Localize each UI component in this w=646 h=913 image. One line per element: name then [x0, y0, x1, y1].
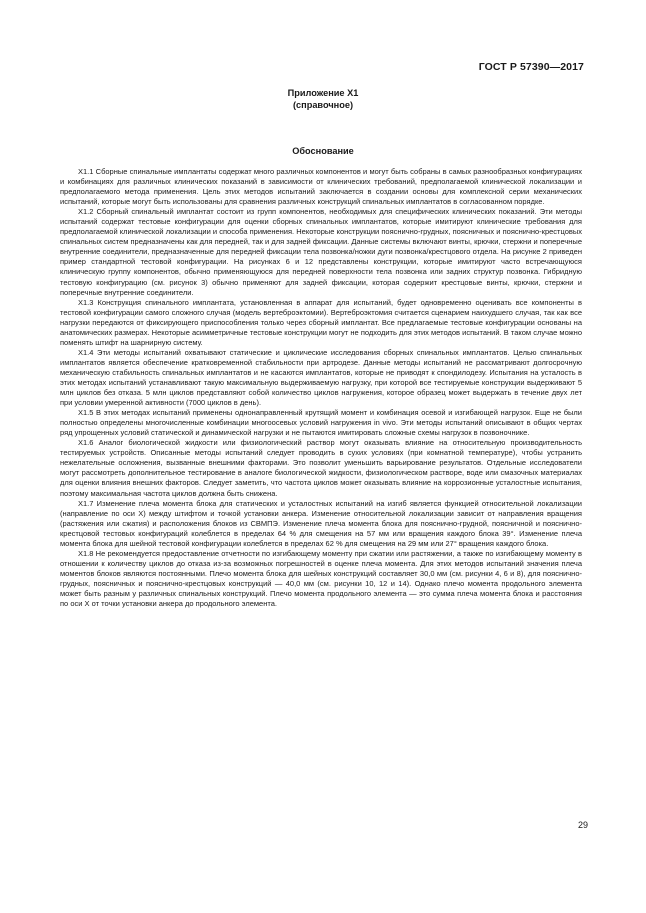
- paragraph-x1-5: Х1.5 В этих методах испытаний применены однонаправленный крутящий момент и комбинация осевой и изгибающей нагрузок. Еще не были полностью определены многочисленные комбинации многоосевых условий нагружения in vivo. Эти методы испытаний описывают в общих чертах ряд упрощенных условий статической и динамической нагрузки и не пытаются имитировать сложные схемы нагрузок в позвоночнике.: [60, 408, 582, 438]
- paragraph-x1-3: Х1.3 Конструкция спинального имплантата, установленная в аппарат для испытаний, будет одновременно оценивать все компоненты в тестовой конфигурации самого сложного случая (модель вертеброэктомии). Вертеброэктомия считается сценарием наихудшего случая, так как все нагрузки передаются от фиксирующего приспособления только через сборный имплантат. Все предлагаемые тестовые конфигурации основаны на анатомических размерах. Некоторые асимметричные тестовые конструкции могут не подходить для этих методов испытаний. В таком случае можно поменять штифт на шарнирную систему.: [60, 297, 582, 347]
- paragraph-x1-4: Х1.4 Эти методы испытаний охватывают статические и циклические исследования сборных спинальных имплантатов. Целью спинальных имплантатов является обеспечение кратковременной стабильности при артродезе. Данные методы испытаний не рассматривают долгосрочную механическую стабильность спинальных имплантатов и не касаются имплантатов, которые не приводят к спондилодезу. Испытания на усталость в этих методах испытаний устанавливают такую максимальную выдерживаемую нагрузку, при которой все тестируемые конструкции выдерживают 5 млн циклов без отказа. 5 млн циклов представляют собой количество циклов нагружения, которое образец может выдержать в течение двух лет при условии умеренной активности (7000 циклов в день).: [60, 347, 582, 408]
- paragraph-x1-7: Х1.7 Изменение плеча момента блока для статических и усталостных испытаний на изгиб является функцией относительной локализации (направление по оси X) между штифтом и точкой установки анкера. Изменение относительной локализации зависит от направления вращения (растяжения или сжатия) и расположения блоков из СВМПЭ. Изменение плеча момента блока для пояснично-грудной, поясничной и пояснично-крестцовой тестовых конфигураций колеблется в пределах 64 % для смещения на 57 мм или вращения каждого блока 39°. Изменение плеча момента блока для шейной тестовой конфигурации колеблется в пределах 62 % для смещения на 29 мм или 27° вращения каждого блока.: [60, 498, 582, 548]
- appendix-title: Приложение Х1: [287, 88, 359, 98]
- standard-designation: ГОСТ Р 57390—2017: [478, 61, 584, 73]
- document-body: [60, 167, 582, 609]
- paragraph-x1-1: Х1.1 Сборные спинальные имплантаты содержат много различных компонентов и могут быть собраны в самых разнообразных конфигурациях и комбинациях для различных клинических показаний в зависимости от клинических требований, предполагаемой клинической локализации и предполагаемого метода применения. Цель этих методов испытаний заключается в создании основы для комплексной серии механических испытаний, которые могут быть использованы для сравнения различных конструкций спинальных имплантатов в согласованном порядке.: [60, 167, 582, 207]
- paragraph-x1-8: Х1.8 Не рекомендуется предоставление отчетности по изгибающему моменту при сжатии или растяжении, а также по изгибающему моменту в отношении к количеству циклов до отказа из-за возможных погрешностей в оценке плеча момента. Для этих методов испытаний значения плеча моментов блоков являются постоянными. Плечо момента блока для шейных конструкций составляет 30,0 мм (см. рисунки 4, 6 и 8), для пояснично-грудных, поясничных и пояснично-крестцовых конструкций — 40,0 мм (см. рисунки 10, 12 и 14). Однако плечо момента продольного элемента может быть разным у различных спинальных конструкций. Плечо момента продольного элемента — это сумма плеча момента блока и расстояния по оси X от точки установки анкера до продольного элемента.: [60, 548, 582, 609]
- paragraph-x1-6: Х1.6 Аналог биологической жидкости или физиологический раствор могут оказывать влияние на относительную производительность тестируемых устройств. Описанные методы испытаний следует проводить в сухих условиях (при комнатной температуре), чтобы устранить нежелательные осложнения, вызванные внешними факторами. Это позволит уменьшить варьирование результатов. Отдельные исследователи могут рассмотреть дополнительное тестирование в аналоге биологической жидкости, физиологическом растворе, воде или смазочных материалах для оценки влияния внешних факторов. Следует заметить, что частота циклов может оказывать влияние на коррозионные усталостные испытания, поэтому максимальная частота циклов должна быть снижена.: [60, 438, 582, 498]
- page-number: 29: [577, 820, 588, 830]
- appendix-subtitle: (справочное): [292, 100, 353, 110]
- paragraph-x1-2: Х1.2 Сборный спинальный имплантат состоит из групп компонентов, необходимых для специфических клинических показаний. Эти методы испытаний содержат тестовые конфигурации для оценки сборных спинальных имплантатов, которые имитируют клинические требования для предполагаемой клинической локализации и способа применения. Некоторые конструкции пояснично-грудных, поясничных и пояснично-крестцовых спинальных систем предназначены как для передней, так и для задней фиксации. Данные системы включают винты, крючки, стержни и поперечные внутренние соединители, предназначенные для передней фиксации тела позвонка/ножки дуги позвонка/крестцового отдела. На рисунке 2 приведен пример стандартной тестовой конфигурации. На рисунках 6 и 12 представлены конструкции, которые имитируют часто встречающуюся клиническую группу компонентов, обычно применяющуюся для передней поверхности тела позвонка или задних структур позвонка. Гибридную тестовую конфигурацию (см. рисунок 3) обычно применяют для задней фиксации, которая содержит крестцовые винты, крючки, стержни и поперечные внутренние соединители.: [60, 207, 582, 297]
- section-title: Обоснование: [292, 146, 354, 156]
